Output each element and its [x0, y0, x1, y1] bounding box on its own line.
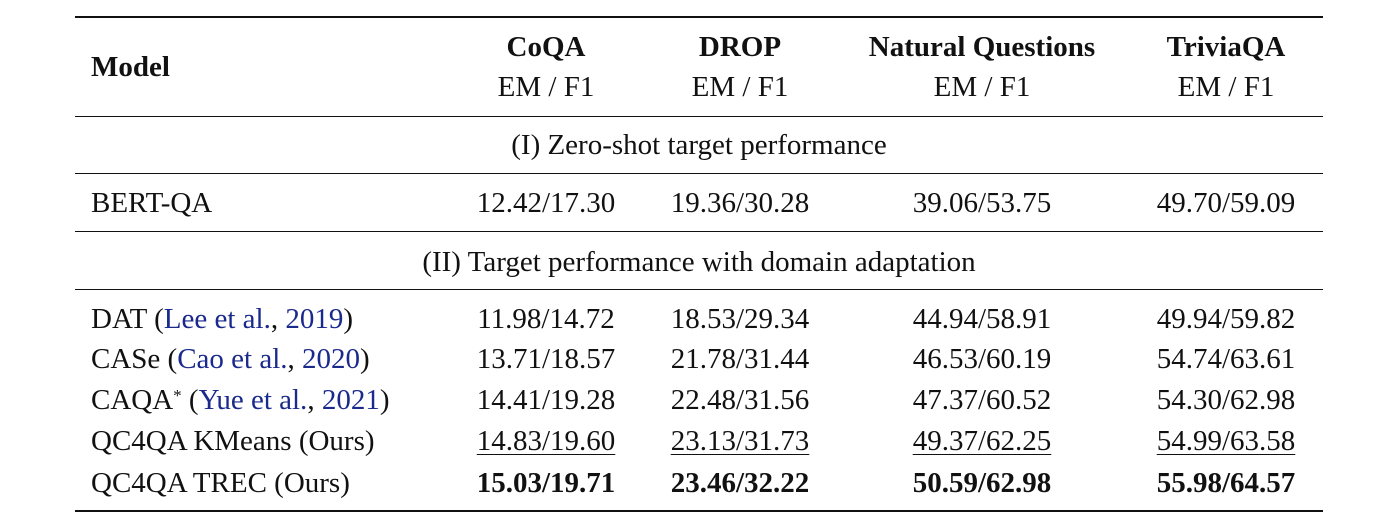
citation-sep: , [287, 343, 303, 375]
row-caqa-triviaqa: 54.30/62.98 [1156, 384, 1296, 416]
citation-sep: , [307, 384, 322, 416]
header-triviaqa: TriviaQA [1166, 31, 1286, 63]
citation-close: ) [379, 384, 390, 416]
value-underlined: 14.83/19.60 [476, 425, 616, 457]
citation-author-link[interactable]: Yue et al. [198, 384, 308, 416]
row-bert-qa-drop: 19.36/30.28 [670, 187, 810, 219]
row-bert-qa-triviaqa: 49.70/59.09 [1156, 187, 1296, 219]
citation-open: ( [181, 384, 199, 416]
citation-year-link[interactable]: 2021 [321, 384, 380, 416]
row-dat-triviaqa: 49.94/59.82 [1156, 303, 1296, 335]
row-caqa-model [91, 383, 389, 417]
row-dat-nq: 44.94/58.91 [912, 303, 1052, 335]
row-qc4qa-trec-nq: 50.59/62.98 [912, 467, 1052, 499]
row-dat-coqa: 11.98/14.72 [477, 303, 615, 335]
row-bert-qa-coqa: 12.42/17.30 [476, 187, 616, 219]
row-qc4qa-kmeans-coqa [466, 424, 626, 458]
row-qc4qa-kmeans-drop [660, 424, 820, 458]
header-coqa: CoQA [506, 31, 586, 63]
section-title-domain-adaptation: (II) Target performance with domain adaptation [422, 246, 976, 278]
header-drop: DROP [698, 31, 782, 63]
row-case-nq: 46.53/60.19 [912, 343, 1052, 375]
row-bert-qa-model: BERT-QA [91, 187, 213, 219]
header-nq: Natural Questions [868, 31, 1096, 63]
header-model: Model [91, 51, 170, 83]
row-qc4qa-kmeans-nq [852, 424, 1112, 458]
value-underlined: 23.13/31.73 [670, 425, 810, 457]
top-rule [75, 16, 1323, 18]
row-caqa-coqa: 14.41/19.28 [476, 384, 616, 416]
citation-year-link[interactable]: 2020 [302, 343, 361, 375]
row-qc4qa-kmeans-model: QC4QA KMeans (Ours) [91, 425, 375, 457]
model-name: CASe [91, 343, 161, 375]
bottom-rule [75, 510, 1323, 512]
section2-rule [75, 231, 1323, 232]
section2-title-rule [75, 289, 1323, 290]
row-qc4qa-trec-model: QC4QA TREC (Ours) [91, 467, 350, 499]
row-qc4qa-trec-coqa: 15.03/19.71 [476, 467, 616, 499]
header-coqa-metric: EM / F1 [497, 71, 595, 103]
row-case-drop: 21.78/31.44 [670, 343, 810, 375]
model-name: CAQA [91, 384, 174, 416]
header-triviaqa-metric: EM / F1 [1177, 71, 1275, 103]
row-caqa-nq: 47.37/60.52 [912, 384, 1052, 416]
citation-open: ( [146, 303, 164, 335]
citation-close: ) [360, 343, 370, 375]
row-case-coqa: 13.71/18.57 [476, 343, 616, 375]
header-nq-metric: EM / F1 [933, 71, 1031, 103]
citation-close: ) [343, 303, 354, 335]
citation-year-link[interactable]: 2019 [285, 303, 344, 335]
row-qc4qa-kmeans-triviaqa [1143, 424, 1309, 458]
row-dat-drop: 18.53/29.34 [670, 303, 810, 335]
row-case-model [91, 342, 370, 376]
citation-author-link[interactable]: Lee et al. [163, 303, 271, 335]
section-title-zero-shot: (I) Zero-shot target performance [511, 129, 887, 161]
model-name: DAT [91, 303, 147, 335]
row-caqa-drop: 22.48/31.56 [670, 384, 810, 416]
value-underlined: 49.37/62.25 [912, 425, 1052, 457]
citation-sep: , [270, 303, 286, 335]
citation-author-link[interactable]: Cao et al. [177, 343, 288, 375]
citation-open: ( [160, 343, 178, 375]
row-bert-qa-nq: 39.06/53.75 [912, 187, 1052, 219]
value-underlined: 54.99/63.58 [1156, 425, 1296, 457]
row-dat-model [91, 302, 353, 336]
header-drop-metric: EM / F1 [691, 71, 789, 103]
row-qc4qa-trec-triviaqa: 55.98/64.57 [1156, 467, 1296, 499]
header-rule [75, 116, 1323, 117]
footnote-star: * [173, 386, 182, 405]
row-qc4qa-trec-drop: 23.46/32.22 [670, 467, 810, 499]
row-case-triviaqa: 54.74/63.61 [1156, 343, 1296, 375]
section1-title-rule [75, 173, 1323, 174]
